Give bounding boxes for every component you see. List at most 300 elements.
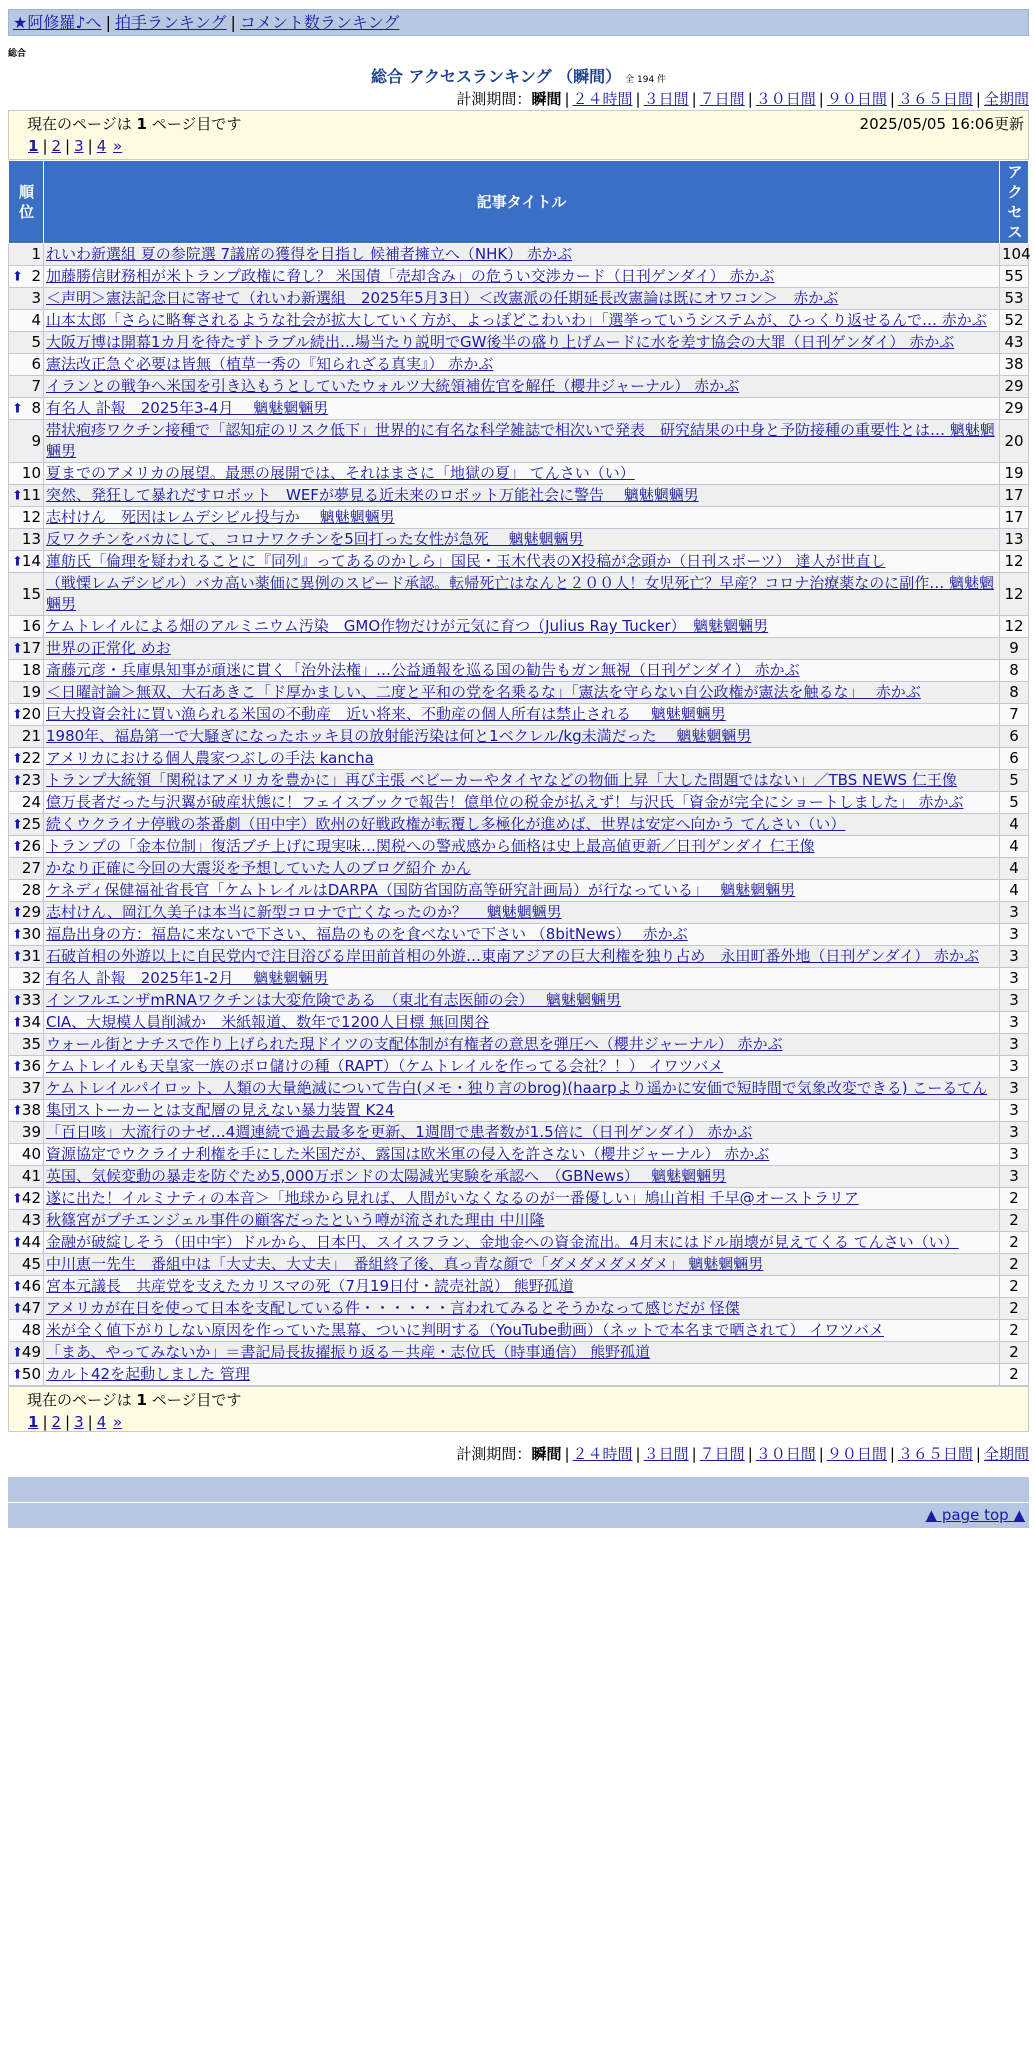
period-separator: | — [889, 90, 895, 108]
rank-number: 28 — [21, 881, 41, 899]
page-top-link[interactable]: ▲ page top ▲ — [925, 1506, 1025, 1524]
title-cell — [44, 858, 1000, 880]
rank-cell — [9, 1012, 44, 1034]
article-link[interactable]: 金融が破綻しそう（田中宇）ドルから、日本円、スイスフラン、金地金への資金流出。4月末にはドル崩壊が見えてくる てんさい（い） — [46, 1233, 959, 1251]
table-row — [9, 1320, 1029, 1342]
article-link[interactable]: 加藤勝信財務相が米トランプ政権に脅し？ 米国債「売却含み」の危うい交渉カード（日刊ゲンダイ） 赤かぶ — [46, 267, 775, 285]
page — [8, 9, 1029, 1528]
article-link[interactable]: ケムトレイルパイロット、人類の大量絶滅について告白(メモ・独り言のbrog)(haarpより遥かに安価で短時間で気象改変できる) こーるてん — [46, 1079, 988, 1097]
article-link[interactable]: 秋篠宮がプチエンジェル事件の顧客だったという噂が流された理由 中川隆 — [46, 1211, 545, 1229]
access-count: 2 — [1000, 1320, 1029, 1342]
access-count: 17 — [1000, 485, 1029, 507]
up-arrow-icon: ⬆ — [12, 1367, 23, 1382]
rank-number: 19 — [21, 683, 41, 701]
title-cell — [44, 704, 1000, 726]
article-link[interactable]: ＜声明＞憲法記念日に寄せて（れいわ新選組 2025年5月3日）＜改憲派の任期延長改憲論は既にオワコン＞ 赤かぶ — [46, 289, 839, 307]
title-cell — [44, 1364, 1000, 1386]
article-link[interactable]: 有名人 訃報 2025年3-4月 魑魅魍魎男 — [46, 399, 329, 417]
title-cell — [44, 770, 1000, 792]
page-number: 1 — [136, 115, 147, 133]
rank-cell — [9, 836, 44, 858]
table-header-row — [9, 161, 1029, 244]
page-link-2[interactable]: 2 — [51, 1413, 62, 1431]
rank-number: 4 — [31, 311, 41, 329]
access-count: 3 — [1000, 1012, 1029, 1034]
up-arrow-icon: ⬆ — [12, 1015, 23, 1030]
article-link[interactable]: 1980年、福島第一で大騒ぎになったホッキ貝の放射能汚染は何と1ベクレル/kg未満だった 魑魅魍魎男 — [46, 727, 752, 745]
table-row — [9, 1034, 1029, 1056]
period-option-4[interactable]: ３０日間 — [755, 1445, 816, 1463]
access-count: 4 — [1000, 880, 1029, 902]
rank-number: 41 — [21, 1167, 41, 1185]
rank-cell — [9, 398, 44, 420]
rank-number: 34 — [21, 1013, 41, 1031]
article-link[interactable]: ＜日曜討論＞無双、大石あきこ「ド厚かましい、二度と平和の党を名乗るな」「憲法を守らない自公政権が憲法を触るな」 赤かぶ — [46, 683, 921, 701]
rank-number: 33 — [21, 991, 41, 1009]
article-link[interactable]: 巨大投資会社に買い漁られる米国の不動産 近い将来、不動産の個人所有は禁止される 魑魅魍魎男 — [46, 705, 726, 723]
title-cell — [44, 968, 1000, 990]
table-row — [9, 682, 1029, 704]
rank-cell — [9, 858, 44, 880]
page-separator: | — [65, 137, 71, 155]
category-label: 総合 — [8, 49, 27, 59]
title-cell — [44, 814, 1000, 836]
table-row — [9, 1254, 1029, 1276]
rank-number: 25 — [21, 815, 41, 833]
article-link[interactable]: 続くウクライナ停戦の茶番劇（田中宇）欧州の好戦政権が転覆し多極化が進めば、世界は安定へ向かう てんさい（い） — [46, 815, 846, 833]
title-cell — [44, 485, 1000, 507]
period-option-2[interactable]: ３日間 — [643, 90, 689, 108]
rank-cell — [9, 792, 44, 814]
rank-cell — [9, 990, 44, 1012]
title-cell — [44, 310, 1000, 332]
title-cell — [44, 266, 1000, 288]
updated-time: 2025/05/05 16:06更新 — [859, 115, 1024, 133]
rank-number: 50 — [21, 1365, 41, 1383]
table-row — [9, 726, 1029, 748]
page-text-pre: 現在のページは — [27, 115, 132, 133]
current-page-text — [27, 1389, 241, 1411]
up-arrow-icon: ⬆ — [12, 1191, 23, 1206]
rank-cell — [9, 1254, 44, 1276]
table-row — [9, 573, 1029, 616]
period-option-2[interactable]: ３日間 — [643, 1445, 689, 1463]
home-link[interactable]: ★阿修羅♪へ — [13, 13, 102, 32]
rank-number: 29 — [21, 903, 41, 921]
page-separator: | — [42, 1413, 48, 1431]
access-count: 43 — [1000, 332, 1029, 354]
title-cell — [44, 1144, 1000, 1166]
page-separator: | — [87, 1413, 93, 1431]
article-link[interactable]: 英国、気候変動の暴走を防ぐため5,000万ポンドの太陽減光実験を承認へ （GBNews） 魑魅魍魎男 — [46, 1167, 727, 1185]
title-cell — [44, 660, 1000, 682]
period-separator: | — [747, 1445, 753, 1463]
access-count: 8 — [1000, 682, 1029, 704]
title-cell — [44, 1122, 1000, 1144]
applause-ranking-link[interactable]: 拍手ランキング — [114, 13, 227, 32]
rank-cell — [9, 1100, 44, 1122]
period-separator: | — [635, 1445, 641, 1463]
article-link[interactable]: かなり正確に今回の大震災を予想していた人のブログ紹介 かん — [46, 859, 471, 877]
rank-number: 23 — [21, 771, 41, 789]
page-links-top — [27, 135, 1024, 157]
rank-cell — [9, 485, 44, 507]
title-cell — [44, 1320, 1000, 1342]
article-link[interactable]: 志村けん、岡江久美子は本当に新型コロナで亡くなったのか？ 魑魅魍魎男 — [46, 903, 562, 921]
title-cell — [44, 836, 1000, 858]
title-cell — [44, 682, 1000, 704]
period-option-3[interactable]: ７日間 — [699, 1445, 745, 1463]
access-count: 55 — [1000, 266, 1029, 288]
page-link-4[interactable]: 4 — [96, 137, 107, 155]
rank-number: 15 — [21, 584, 41, 603]
article-link[interactable]: 億万長者だった与沢翼が破産状態に！フェイスブックで報告！億単位の税金が払えず！与沢氏「資金が完全にショートしました」 赤かぶ — [46, 793, 964, 811]
period-selector-top — [8, 88, 1029, 110]
access-count: 4 — [1000, 814, 1029, 836]
title-cell — [44, 1078, 1000, 1100]
access-count: 3 — [1000, 968, 1029, 990]
access-count: 12 — [1000, 616, 1029, 638]
table-row — [9, 420, 1029, 463]
up-arrow-icon: ⬆ — [12, 751, 23, 766]
title-cell — [44, 880, 1000, 902]
article-link[interactable]: れいわ新選組 夏の参院選 7議席の獲得を目指し 候補者擁立へ（NHK） 赤かぶ — [46, 245, 572, 263]
article-link[interactable]: 「まあ、やってみないか」＝書記局長抜擢振り返る－共産・志位氏（時事通信） 熊野孤道 — [46, 1343, 651, 1361]
article-link[interactable]: 「百日咳」大流行のナゼ…4週連続で過去最多を更新、1週間で患者数が1.5倍に（日刊ゲンダイ） 赤かぶ — [46, 1123, 753, 1141]
table-row — [9, 792, 1029, 814]
up-arrow-icon: ⬆ — [12, 905, 23, 920]
rank-number: 48 — [21, 1321, 41, 1339]
rank-number: 3 — [31, 289, 41, 307]
title-cell — [44, 990, 1000, 1012]
table-row — [9, 836, 1029, 858]
up-arrow-icon: ⬆ — [12, 927, 23, 942]
rank-number: 18 — [21, 661, 41, 679]
page-text-pre: 現在のページは — [27, 1391, 132, 1409]
rank-number: 9 — [31, 431, 41, 450]
rank-cell — [9, 814, 44, 836]
article-link[interactable]: 資源協定でウクライナ利権を手にした米国だが、露国は欧米軍の侵入を許さない（櫻井ジャーナル） 赤かぶ — [46, 1145, 770, 1163]
access-count: 29 — [1000, 398, 1029, 420]
table-row — [9, 704, 1029, 726]
table-row — [9, 1276, 1029, 1298]
article-link[interactable]: 石破首相の外遊以上に自民党内で注目浴びる岸田前首相の外遊…東南アジアの巨大利権を独り占め 永田町番外地（日刊ゲンダイ） 赤かぶ — [46, 947, 979, 965]
article-link[interactable]: 斎藤元彦・兵庫県知事が頑迷に貫く「治外法権」…公益通報を巡る国の勧告もガン無視（日刊ゲンダイ） 赤かぶ — [46, 661, 800, 679]
article-link[interactable]: イランとの戦争へ米国を引き込もうとしていたウォルツ大統領補佐官を解任（櫻井ジャーナル） 赤かぶ — [46, 377, 740, 395]
period-option-7[interactable]: 全期間 — [983, 1445, 1029, 1463]
article-link[interactable]: ケムトレイルも天皇家一族のボロ儲けの種（RAPT）（ケムトレイルを作ってる会社？！） イワツバメ — [46, 1057, 724, 1075]
table-row — [9, 858, 1029, 880]
article-link[interactable]: 世界の正常化 めお — [46, 639, 171, 657]
access-count: 3 — [1000, 1078, 1029, 1100]
table-row — [9, 354, 1029, 376]
page-separator: | — [87, 137, 93, 155]
rank-cell — [9, 1342, 44, 1364]
footer-bar — [8, 1477, 1029, 1502]
period-separator: | — [818, 90, 824, 108]
rank-number: 13 — [21, 530, 41, 548]
access-count: 2 — [1000, 1298, 1029, 1320]
article-link[interactable]: 志村けん 死因はレムデシビル投与か 魑魅魍魎男 — [46, 508, 395, 526]
title-cell — [44, 924, 1000, 946]
article-link[interactable]: 反ワクチンをバカにして、コロナワクチンを5回打った女性が急死 魑魅魍魎男 — [46, 530, 584, 548]
period-separator: | — [818, 1445, 824, 1463]
page-number: 1 — [136, 1391, 147, 1409]
access-count: 2 — [1000, 1232, 1029, 1254]
table-row — [9, 1056, 1029, 1078]
access-count: 3 — [1000, 1034, 1029, 1056]
title-cell — [44, 616, 1000, 638]
title-cell — [44, 507, 1000, 529]
article-link[interactable]: トランプ大統領「関税はアメリカを豊かに」再び主張 ベビーカーやタイヤなどの物価上昇「大した問題ではない」／TBS NEWS 仁王像 — [46, 771, 957, 789]
page-title: 総合 アクセスランキング （瞬間） — [370, 67, 622, 86]
rank-cell — [9, 1144, 44, 1166]
up-arrow-icon: ⬆ — [12, 1103, 23, 1118]
access-count: 5 — [1000, 792, 1029, 814]
access-count: 3 — [1000, 924, 1029, 946]
rank-cell — [9, 682, 44, 704]
table-row — [9, 463, 1029, 485]
table-row — [9, 880, 1029, 902]
up-arrow-icon: ⬆ — [12, 641, 23, 656]
rank-cell — [9, 1166, 44, 1188]
title-cell — [44, 1056, 1000, 1078]
article-link[interactable]: 有名人 訃報 2025年1-2月 魑魅魍魎男 — [46, 969, 329, 987]
pager-top — [8, 110, 1029, 160]
article-link[interactable]: ケムトレイルによる畑のアルミニウム汚染 GMO作物だけが元気に育つ（Julius Ray Tucker） 魑魅魍魎男 — [46, 617, 769, 635]
up-arrow-icon: ⬆ — [12, 1345, 23, 1360]
access-count: 7 — [1000, 704, 1029, 726]
table-row — [9, 1078, 1029, 1100]
table-row — [9, 1298, 1029, 1320]
rank-cell — [9, 551, 44, 573]
table-row — [9, 1364, 1029, 1386]
article-link[interactable]: 夏までのアメリカの展望。最悪の展開では、それはまさに「地獄の夏」 てんさい（い） — [46, 464, 635, 482]
rank-number: 17 — [21, 639, 41, 657]
access-count: 38 — [1000, 354, 1029, 376]
table-row — [9, 990, 1029, 1012]
title-cell — [44, 551, 1000, 573]
table-row — [9, 968, 1029, 990]
comment-ranking-link[interactable]: コメント数ランキング — [239, 13, 400, 32]
article-link[interactable]: 集団ストーカーとは支配層の見えない暴力装置 K24 — [46, 1101, 395, 1119]
table-row — [9, 1210, 1029, 1232]
period-option-5[interactable]: ９０日間 — [826, 1445, 887, 1463]
page-link-1[interactable]: 1 — [28, 137, 39, 155]
page-separator: | — [42, 137, 48, 155]
access-count: 4 — [1000, 858, 1029, 880]
pager-bottom — [8, 1386, 1029, 1432]
article-link[interactable]: 山本太郎「さらに略奪されるような社会が拡大していく方が、よっぽどこわいわ」「選挙っていうシステムが、ひっくり返せるんで… 赤かぶ — [46, 311, 987, 329]
article-link[interactable]: ウォール街とナチスで作り上げられた現ドイツの支配体制が有権者の意思を弾圧へ（櫻井ジャーナル） 赤かぶ — [46, 1035, 783, 1053]
rank-number: 43 — [21, 1211, 41, 1229]
article-link[interactable]: アメリカにおける個人農家つぶしの手法 kancha — [46, 749, 374, 767]
rank-cell — [9, 1034, 44, 1056]
rank-cell — [9, 638, 44, 660]
up-arrow-icon: ⬆ — [12, 839, 23, 854]
article-link[interactable]: 帯状疱疹ワクチン接種で「認知症のリスク低下」世界的に有名な科学雑誌で相次いで発表 研究結果の中身と予防接種の重要性とは… 魑魅魍魎男 — [46, 421, 995, 460]
top-nav — [8, 9, 1029, 36]
rank-number: 2 — [31, 267, 41, 285]
rank-cell — [9, 770, 44, 792]
title-cell — [44, 288, 1000, 310]
table-row — [9, 1144, 1029, 1166]
title-cell — [44, 638, 1000, 660]
access-count: 2 — [1000, 1364, 1029, 1386]
article-link[interactable]: 遂に出た！イルミナティの本音＞「地球から見れば、人間がいなくなるのが一番優しい」鳩山首相 千早@オーストラリア — [46, 1189, 859, 1207]
table-row — [9, 288, 1029, 310]
page-link-3[interactable]: 3 — [74, 1413, 84, 1431]
up-arrow-icon: ⬆ — [12, 401, 23, 416]
page-link-3[interactable]: 3 — [74, 137, 84, 155]
rank-cell — [9, 310, 44, 332]
article-link[interactable]: CIA、大規模人員削減か 米紙報道、数年で1200人目標 無回関谷 — [46, 1013, 490, 1031]
table-row — [9, 551, 1029, 573]
rank-cell — [9, 1298, 44, 1320]
article-link[interactable]: カルト42を起動しました 管理 — [46, 1365, 250, 1383]
title-cell — [44, 1342, 1000, 1364]
rank-number: 27 — [21, 859, 41, 877]
table-row — [9, 1188, 1029, 1210]
table-row — [9, 748, 1029, 770]
rank-number: 47 — [21, 1299, 41, 1317]
period-option-5[interactable]: ９０日間 — [826, 90, 887, 108]
period-option-1[interactable]: ２４時間 — [572, 90, 633, 108]
table-row — [9, 660, 1029, 682]
rank-cell — [9, 244, 44, 266]
period-option-4[interactable]: ３０日間 — [755, 90, 816, 108]
article-link[interactable]: 米が全く値下がりしない原因を作っていた黒幕、ついに判明する（YouTube動画）（ネットで本名まで晒されて） イワツバメ — [46, 1321, 884, 1339]
table-row — [9, 1232, 1029, 1254]
page-text-post: ページ目です — [151, 115, 242, 133]
rank-cell — [9, 968, 44, 990]
up-arrow-icon: ⬆ — [12, 488, 23, 503]
rank-cell — [9, 1320, 44, 1342]
table-row — [9, 310, 1029, 332]
up-arrow-icon: ⬆ — [12, 707, 23, 722]
access-count: 3 — [1000, 1166, 1029, 1188]
nav-separator: | — [105, 13, 111, 32]
title-cell — [44, 1298, 1000, 1320]
rank-cell — [9, 463, 44, 485]
rank-number: 26 — [21, 837, 41, 855]
title-cell — [44, 748, 1000, 770]
rank-number: 10 — [21, 464, 41, 482]
rank-cell — [9, 1122, 44, 1144]
title-cell — [44, 420, 1000, 463]
access-count: 2 — [1000, 1254, 1029, 1276]
up-arrow-icon: ⬆ — [12, 817, 23, 832]
rank-number: 5 — [31, 333, 41, 351]
access-count: 53 — [1000, 288, 1029, 310]
page-link-next[interactable]: » — [113, 137, 123, 155]
period-option-6[interactable]: ３６５日間 — [897, 1445, 973, 1463]
period-option-6[interactable]: ３６５日間 — [897, 90, 973, 108]
period-separator: | — [691, 90, 697, 108]
title-cell — [44, 1100, 1000, 1122]
access-count: 20 — [1000, 420, 1029, 463]
access-count: 5 — [1000, 770, 1029, 792]
access-count: 17 — [1000, 507, 1029, 529]
article-link[interactable]: アメリカが在日を使って日本を支配している件・・・・・・言われてみるとそうかなって感じだが 怪傑 — [46, 1299, 740, 1317]
article-link[interactable]: 大阪万博は開幕1カ月を待たずトラブル続出…場当たり説明でGW後半の盛り上げムードに水を差す協会の大罪（日刊ゲンダイ） 赤かぶ — [46, 333, 955, 351]
table-row — [9, 946, 1029, 968]
period-option-3[interactable]: ７日間 — [699, 90, 745, 108]
article-link[interactable]: トランプの「金本位制」復活ブチ上げに現実味…関税への警戒感から価格は史上最高値更新／日刊ゲンダイ 仁王像 — [46, 837, 815, 855]
access-count: 3 — [1000, 1144, 1029, 1166]
period-option-1[interactable]: ２４時間 — [572, 1445, 633, 1463]
rank-number: 45 — [21, 1255, 41, 1273]
title-cell — [44, 244, 1000, 266]
rank-number: 12 — [21, 508, 41, 526]
page-link-4[interactable]: 4 — [96, 1413, 107, 1431]
title-cell — [44, 902, 1000, 924]
access-count: 8 — [1000, 660, 1029, 682]
article-link[interactable]: 中川恵一先生 番組中は「大丈夫、大丈夫」 番組終了後、真っ青な顔で「ダメダメダメダメ」 魑魅魍魎男 — [46, 1255, 764, 1273]
rank-cell — [9, 1188, 44, 1210]
article-link[interactable]: 突然、発狂して暴れだすロボット WEFが夢見る近未来のロボット万能社会に警告 魑魅魍魎男 — [46, 486, 699, 504]
rank-cell — [9, 726, 44, 748]
period-option-7[interactable]: 全期間 — [983, 90, 1029, 108]
rank-number: 39 — [21, 1123, 41, 1141]
up-arrow-icon: ⬆ — [12, 949, 23, 964]
table-row — [9, 529, 1029, 551]
rank-number: 1 — [31, 245, 41, 263]
title-cell — [44, 529, 1000, 551]
article-link[interactable]: 蓮舫氏「倫理を疑われることに『同列』ってあるのかしら」国民・玉木代表のX投稿が念頭か（日刊スポーツ） 達人が世直し — [46, 552, 886, 570]
access-count: 9 — [1000, 638, 1029, 660]
up-arrow-icon: ⬆ — [12, 1059, 23, 1074]
rank-cell — [9, 924, 44, 946]
period-label: 計測期間： — [456, 90, 532, 108]
table-row — [9, 924, 1029, 946]
period-separator: | — [691, 1445, 697, 1463]
table-row — [9, 1166, 1029, 1188]
rank-number: 20 — [21, 705, 41, 723]
rank-number: 24 — [21, 793, 41, 811]
article-link[interactable]: （戦慄レムデシビル）バカ高い薬価に異例のスピード承認。転帰死亡はなんと２００人！女児死亡？早産？コロナ治療薬なのに副作… 魑魅魍魎男 — [46, 574, 994, 613]
period-separator: | — [564, 1445, 570, 1463]
title-cell — [44, 573, 1000, 616]
rank-cell — [9, 880, 44, 902]
rank-cell — [9, 1232, 44, 1254]
current-page-text — [27, 113, 241, 135]
rank-number: 44 — [21, 1233, 41, 1251]
table-row — [9, 814, 1029, 836]
page-link-next[interactable]: » — [113, 1413, 123, 1431]
access-count: 29 — [1000, 376, 1029, 398]
title-cell — [44, 1034, 1000, 1056]
access-count: 19 — [1000, 463, 1029, 485]
page-text-post: ページ目です — [151, 1391, 242, 1409]
page-link-2[interactable]: 2 — [51, 137, 62, 155]
rank-cell — [9, 1276, 44, 1298]
up-arrow-icon: ⬆ — [12, 1235, 23, 1250]
page-link-1[interactable]: 1 — [28, 1413, 39, 1431]
ranking-table — [8, 160, 1029, 1386]
article-link[interactable]: ケネディ保健福祉省長官「ケムトレイルはDARPA（国防省国防高等研究計画局）が行なっている」 魑魅魍魎男 — [46, 881, 796, 899]
rank-number: 38 — [21, 1101, 41, 1119]
title-cell — [44, 1166, 1000, 1188]
access-count: 2 — [1000, 1210, 1029, 1232]
article-link[interactable]: 福島出身の方：福島に来ないで下さい、福島のものを食べないで下さい （8bitNews） 赤かぶ — [46, 925, 688, 943]
table-row — [9, 638, 1029, 660]
rank-cell — [9, 748, 44, 770]
rank-cell — [9, 420, 44, 463]
article-link[interactable]: インフルエンザmRNAワクチンは大変危険である （東北有志医師の会） 魑魅魍魎男 — [46, 991, 621, 1009]
article-link[interactable]: 憲法改正急ぐ必要は皆無（植草一秀の『知られざる真実』） 赤かぶ — [46, 355, 494, 373]
article-link[interactable]: 宮本元議長 共産党を支えたカリスマの死（7月19日付・読売社説） 熊野孤道 — [46, 1277, 574, 1295]
